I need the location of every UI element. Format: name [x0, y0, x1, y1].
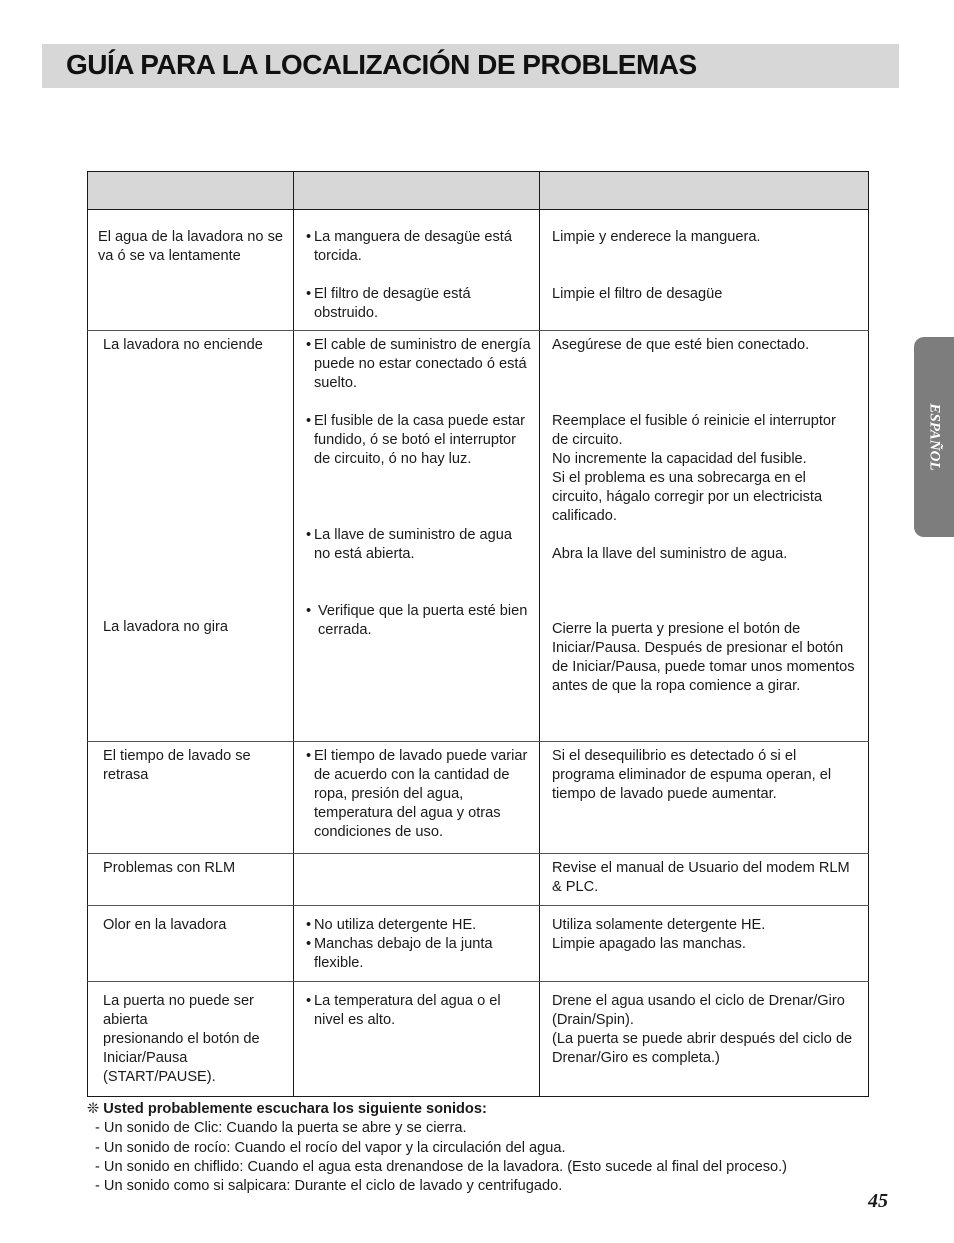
- cause-cell: [294, 210, 540, 331]
- table-row: [88, 854, 869, 906]
- note-line: - Un sonido de Clic: Cuando la puerta se abre y se cierra.: [95, 1120, 467, 1137]
- problem-cell: [88, 982, 294, 1097]
- problem-text: La lavadora no gira: [103, 619, 228, 635]
- problem-text: El agua de la lavadora no se va ó se va lentamente: [98, 229, 283, 264]
- solution-cell: [540, 982, 869, 1097]
- solution-text: Si el problema es una sobrecarga en el circuito, hágalo corregir por un electricista calificado.: [552, 470, 823, 524]
- cause-item: • La manguera de desagüe está torcida.: [306, 229, 512, 264]
- cause-item: • Verifique que la puerta esté bien cerrada.: [306, 603, 528, 638]
- table-row: [88, 210, 869, 331]
- cause-item: • El fusible de la casa puede estar fundido, ó se botó el interruptor de circuito, ó no hay luz.: [306, 413, 525, 467]
- note-line: - Un sonido en chiflido: Cuando el agua esta drenandose de la lavadora. (Esto sucede al final del proceso.): [95, 1158, 788, 1175]
- table-header-row: [88, 172, 869, 210]
- problem-text: Olor en la lavadora: [103, 917, 227, 933]
- cause-item: • El cable de suministro de energía puede no estar conectado ó está suelto.: [306, 337, 531, 391]
- solution-text: Asegúrese de que esté bien conectado.: [552, 337, 810, 353]
- table-row: [88, 906, 869, 982]
- problem-cell: [88, 854, 294, 906]
- cause-item: • La llave de suministro de agua no está abierta.: [306, 527, 512, 562]
- cause-item: • El filtro de desagüe está obstruido.: [306, 286, 471, 321]
- problem-cell: [88, 742, 294, 854]
- problem-text: El tiempo de lavado se retrasa: [103, 748, 251, 783]
- language-tab-label: ESPAÑOL: [926, 403, 943, 471]
- table-row: [88, 982, 869, 1097]
- header-problem: [88, 172, 294, 210]
- solution-text: Cierre la puerta y presione el botón de Iniciar/Pausa. Después de presionar el botón de Iniciar/Pausa, puede tomar unos momentos antes de que la ropa comience a girar.: [552, 621, 855, 694]
- problem-cell: [88, 210, 294, 331]
- problem-text: La lavadora no enciende: [103, 337, 263, 353]
- solution-text: Limpie el filtro de desagüe: [552, 286, 723, 302]
- cause-item: • Manchas debajo de la junta flexible.: [306, 936, 493, 971]
- solution-text: Limpie apagado las manchas.: [552, 936, 746, 952]
- cause-item: • No utiliza detergente HE.: [306, 917, 477, 933]
- cause-item: • La temperatura del agua o el nivel es alto.: [306, 993, 501, 1028]
- note-line: - Un sonido como si salpicara: Durante el ciclo de lavado y centrifugado.: [95, 1178, 563, 1195]
- solution-cell: [540, 210, 869, 331]
- solution-text: Si el desequilibrio es detectado ó si el programa eliminador de espuma operan, el tiempo de lavado puede aumentar.: [552, 748, 832, 802]
- header-cause: [294, 172, 540, 210]
- solution-text: Limpie y enderece la manguera.: [552, 229, 761, 245]
- solution-text: (La puerta se puede abrir después del ciclo de Drenar/Giro es completa.): [552, 1031, 853, 1066]
- header-solution: [540, 172, 869, 210]
- problem-text: Problemas con RLM: [103, 860, 236, 876]
- solution-cell: [540, 331, 869, 742]
- cause-cell: [294, 742, 540, 854]
- solution-cell: [540, 854, 869, 906]
- solution-text: No incremente la capacidad del fusible.: [552, 451, 807, 467]
- solution-cell: [540, 906, 869, 982]
- title-bar: [42, 44, 899, 88]
- sounds-notes: [87, 1100, 887, 1196]
- notes-heading: ❊ Usted probablemente escuchara los siguiente sonidos:: [87, 1101, 487, 1117]
- page-number: 45: [868, 1190, 888, 1212]
- solution-text: Drene el agua usando el ciclo de Drenar/Giro (Drain/Spin).: [552, 993, 845, 1028]
- problem-cell: [88, 906, 294, 982]
- cause-cell: [294, 331, 540, 742]
- solution-text: Utiliza solamente detergente HE.: [552, 917, 766, 933]
- cause-cell: [294, 982, 540, 1097]
- page-title: GUÍA PARA LA LOCALIZACIÓN DE PROBLEMAS: [66, 49, 697, 80]
- problem-cell: [88, 331, 294, 742]
- language-side-tab: [914, 337, 954, 537]
- troubleshooting-table: [87, 171, 869, 1097]
- table-row: [88, 331, 869, 742]
- note-line: - Un sonido de rocío: Cuando el rocío del vapor y la circulación del agua.: [95, 1139, 566, 1156]
- problem-text: La puerta no puede ser abierta: [103, 993, 254, 1028]
- solution-text: Reemplace el fusible ó reinicie el interruptor de circuito.: [552, 413, 836, 448]
- solution-cell: [540, 742, 869, 854]
- solution-text: Revise el manual de Usuario del modem RLM & PLC.: [552, 860, 850, 895]
- cause-cell: [294, 906, 540, 982]
- cause-item: • El tiempo de lavado puede variar de acuerdo con la cantidad de ropa, presión del agua, temperatura del agua y otras condiciones de uso.: [306, 748, 528, 840]
- asterisk-icon: ❊: [87, 1101, 100, 1117]
- cause-cell: [294, 854, 540, 906]
- table-row: [88, 742, 869, 854]
- problem-text: presionando el botón de Iniciar/Pausa (START/PAUSE).: [103, 1031, 260, 1085]
- solution-text: Abra la llave del suministro de agua.: [552, 546, 788, 562]
